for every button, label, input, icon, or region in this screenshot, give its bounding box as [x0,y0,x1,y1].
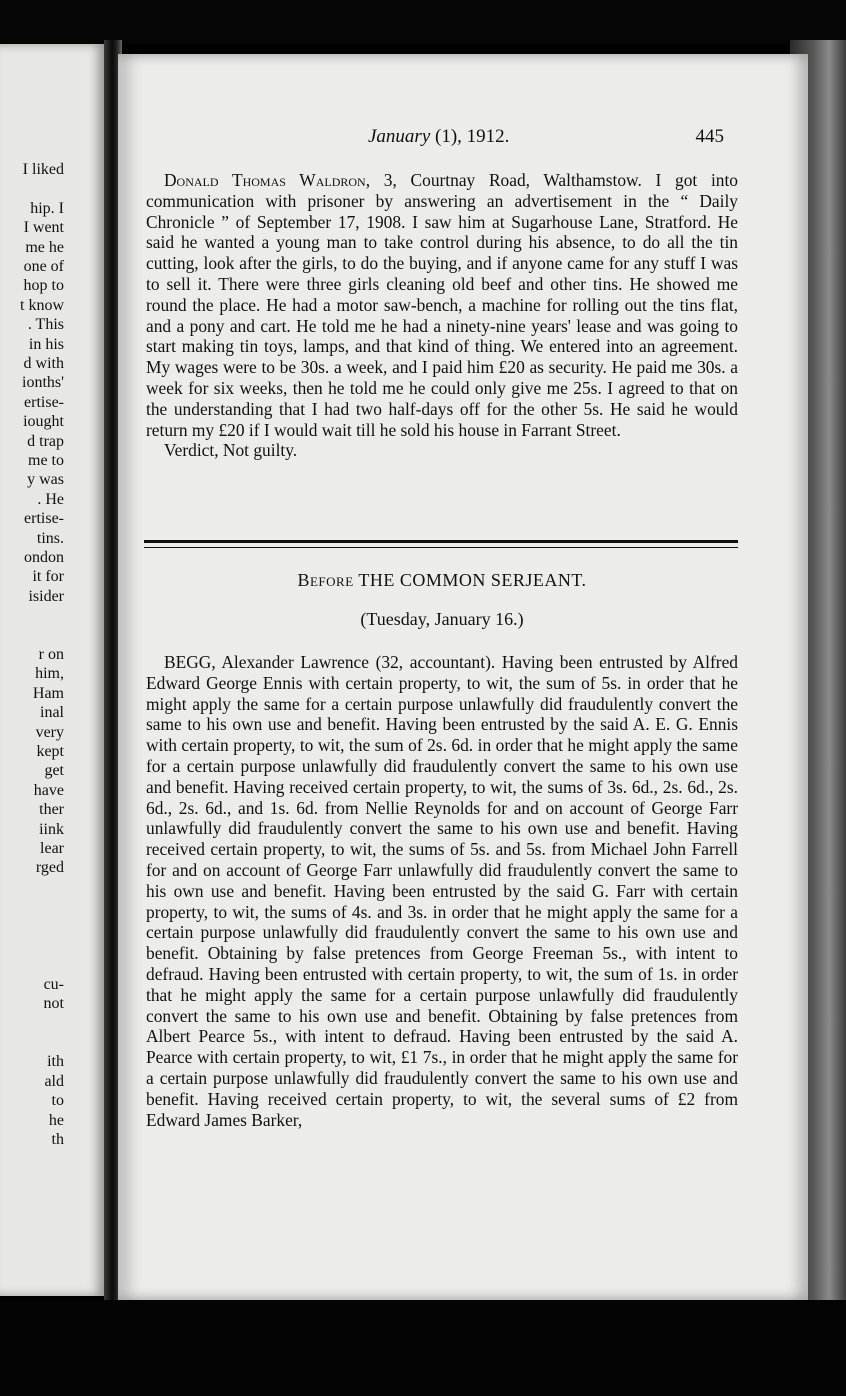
page-number: 445 [695,126,724,147]
section-rule-thin [144,547,738,548]
scan-border-bottom [0,1300,846,1396]
left-page-fragment: me to [28,452,64,469]
left-page-fragment: ald [44,1072,64,1090]
session-date: (Tuesday, January 16.) [360,609,524,629]
left-page-fragment: ionths' [22,374,64,392]
defendant-line: BEGG, Alexander Lawrence (32, accountant). [164,652,496,672]
heading-court: THE COMMON SERJEANT. [358,570,587,590]
left-page-fragment: tins. [36,529,64,547]
testimony-paragraph [146,170,738,440]
left-page-fragment: one of [23,258,64,275]
left-page-fragment: . This [27,316,64,334]
left-page-fragment: rged [35,859,64,877]
left-page-fragment: inal [40,704,64,722]
left-page-fragment: d with [23,355,64,372]
case-paragraph [146,652,738,1130]
left-page-fragment: Ham [32,684,64,702]
left-page-fragment: hop to [23,277,64,295]
charges-text: Having been entrusted by Alfred Edward George Ennis with certain property, to wit, the sum of 5s. in order that he might apply the same for a certain purpose unlawfully did fraudulently convert the same to his own use and benefit. Having been entrusted by the said A. E. G. Ennis with certain property, to wit, the sum of 2s. 6d. in order that he might apply the same for a certain purpose unlawfully did fraudulently convert the same to his own use and benefit. Having received certain property, to wit, the sums of 3s. 6d., 2s. 6d., 2s. 6d., 2s. 6d., and 1s. 6d. from Nellie Reynolds for and on account of George Farr unlawfully did fraudulently convert the same to his own use and benefit. Having received certain property, to wit, the sums of 5s. and 5s. from Michael John Farrell for and on account of George Farr unlawfully did fraudulently convert the same to his own use and benefit. Having been entrusted by the said G. Farr with certain property, to wit, the sums of 4s. and 3s. in order that he might apply the same for a certain purpose unlawfully did fraudulently convert the same to his own use and benefit. Obtaining by false pretences from George Freeman 5s., with intent to defraud. Having been entrusted with certain property, to wit, the sum of 1s. in order that he might apply the same for a certain purpose unlawfully did fraudulently convert the same to his own use and benefit. Obtaining by false pretences from Albert Pearce 5s., with intent to defraud. Having been entrusted by the said A. Pearce with certain property, to wit, £1 7s., in order that he might apply the same for a certain purpose unlawfully did fraudulently convert the same to his own use and benefit. Having received certain property, to wit, the several sums of £2 from Edward James Barker, [146,652,739,1130]
testimony-text: , 3, Courtnay Road, Walthamstow. I got into communication with prisoner by answering an advertisement in the “ Daily Chronicle ” of September 17, 1908. I saw him at Sugarhouse Lane, Stratford. He said he wanted a young man to take control during his absence, to do all the tin cutting, look after the girls, to do the buying, and if anyone came for any stuff I was to sell it. There were three girls cleaning old beef and other tins. He showed me round the place. He had a motor saw-bench, a machine for rolling out the tins flat, and a pony and cart. He told me he had a ninety-nine years' lease and was going to start making tin toys, lamps, and that kind of thing. We entered into an agreement. My wages were to be 30s. a week, and I paid him £20 as security. He paid me 30s. a week for six weeks, then he told me he could only give me 25s. I agreed to that on the understanding that I had two half-days off for the other 5s. He said he would return my £20 if I would wait till he sold his house in Farrant Street. [146,170,738,440]
left-page-fragment: ther [39,801,64,819]
left-page-fragment: I went [23,219,64,237]
witness-name: Donald Thomas Waldron [164,170,366,190]
scan-border-top [0,0,846,44]
left-page-fragment: ertise- [24,510,64,528]
left-page-fragment: lear [40,840,64,857]
left-page-fragment: ondon [24,549,64,566]
left-page-fragment: I liked [22,161,64,178]
court-heading [146,570,738,591]
left-page-fragment: it for [32,568,64,586]
case-block [146,652,738,1130]
left-page-fragment: . He [37,490,64,508]
left-page-fragment: hip. I [30,199,64,217]
left-page-fragment: kept [36,743,64,760]
left-page-fragment: in his [28,335,64,353]
section-rule-thick [144,540,738,543]
left-page-fragment: cu- [43,975,64,993]
left-page-fragment: he [48,1111,64,1129]
header-date [368,126,509,148]
left-page-fragment: me he [25,238,64,256]
left-page-fragment: ith [47,1053,64,1071]
left-page-fragment: not [43,995,64,1013]
left-page-fragment: very [35,723,64,741]
left-page-fragment: th [51,1131,64,1148]
header-date-rest: (1), 1912. [435,126,510,147]
heading-before: Before [297,570,354,590]
left-page-fragment: r on [38,646,64,663]
verdict-line: Verdict, Not guilty. [164,440,298,461]
left-page-fragment: have [33,781,64,799]
page-header [358,126,728,150]
left-page-fragment: him, [35,665,64,683]
testimony-block [146,170,738,461]
left-page-fragment: t know [20,296,64,314]
left-page-fragment: to [51,1092,64,1110]
left-page-fragment: d trap [27,432,64,450]
left-page-fragment: isider [28,587,64,605]
left-page-fragment: ertise- [24,393,64,411]
left-page-fragment: get [44,762,64,780]
left-page-fragment: iink [39,820,64,838]
left-page-fragment: y was [27,471,64,489]
header-month: January [368,126,431,147]
left-page-fragment: iought [23,413,64,431]
